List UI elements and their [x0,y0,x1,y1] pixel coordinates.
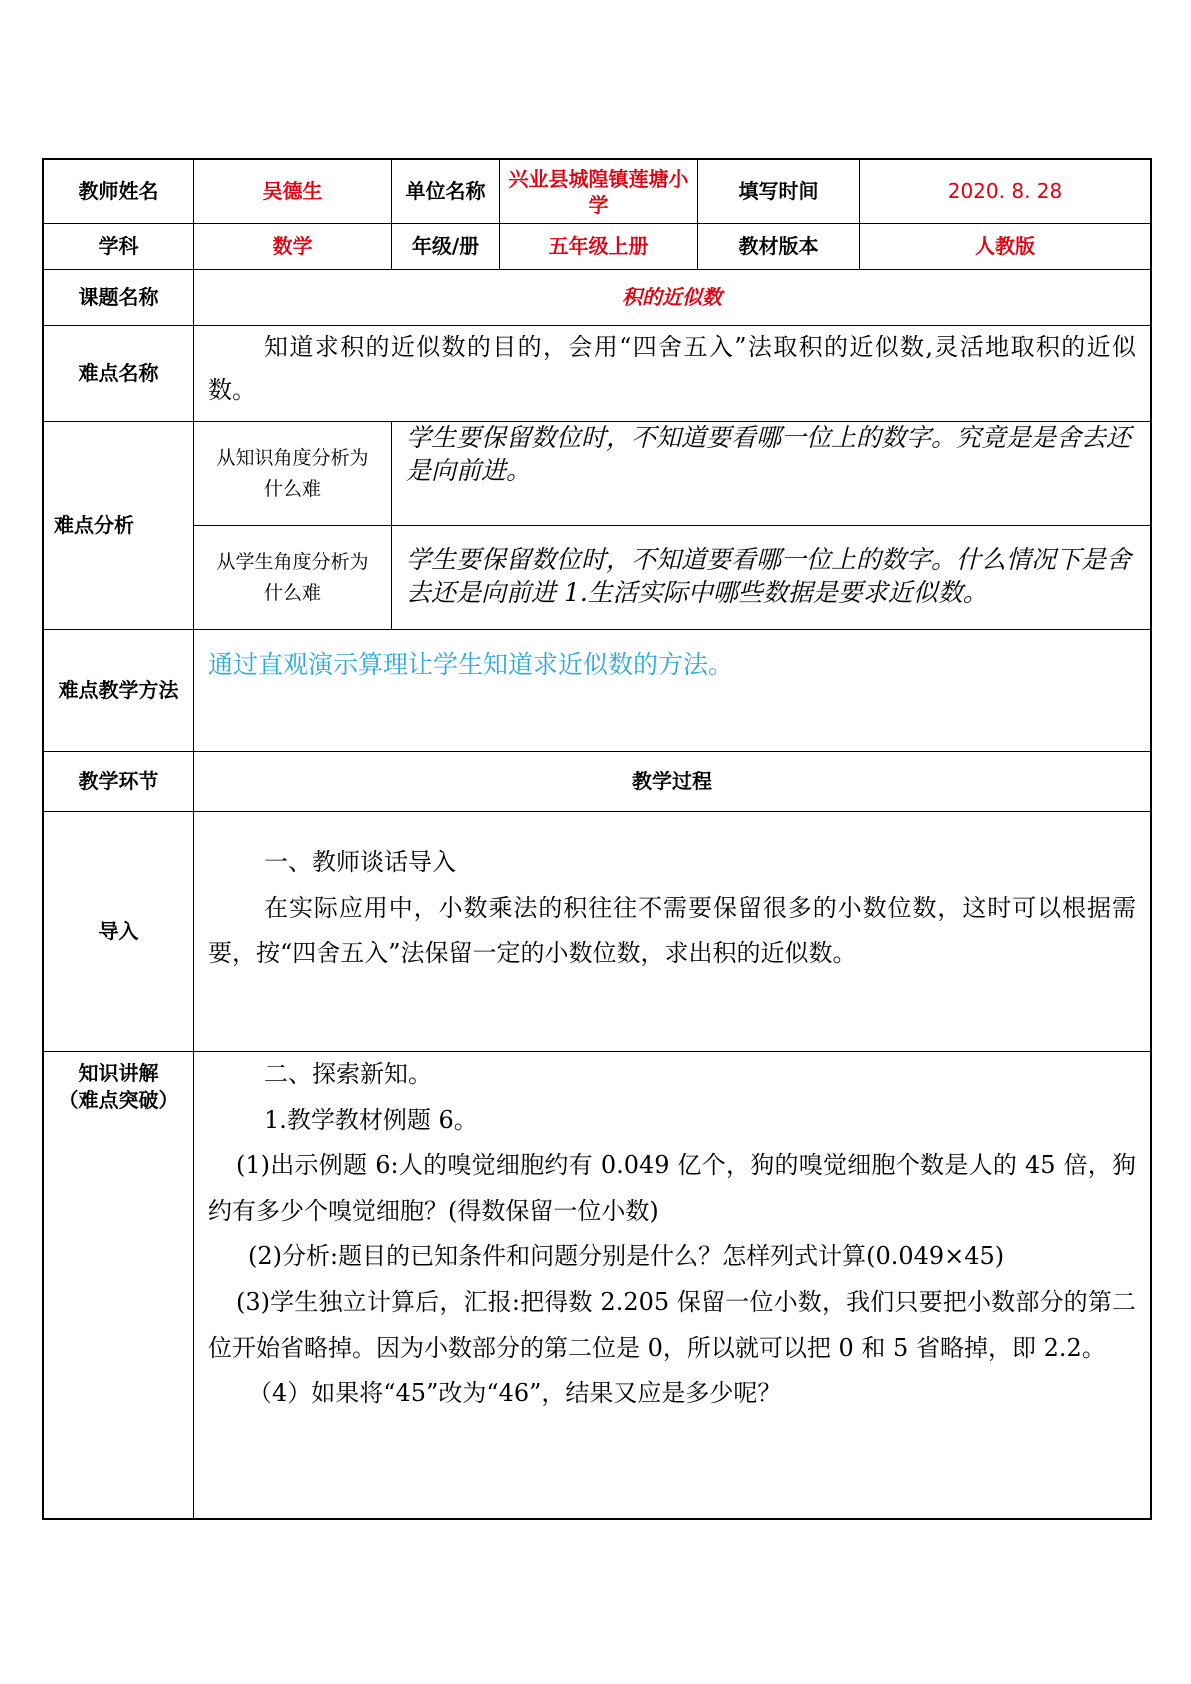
intro-cell [194,812,1150,1052]
fill-time-value: 2020. 8. 28 [860,160,1150,224]
lesson-plan-table [42,158,1152,1520]
topic-value: 积的近似数 [194,270,1150,326]
teaching-method-label: 难点教学方法 [44,630,194,752]
teaching-stage-header: 教学环节 [44,752,194,812]
knowledge-explain-label-line1: 知识讲解 [78,1061,159,1085]
grade-label: 年级/册 [392,224,500,270]
knowledge-step-4: (3)学生独立计算后，汇报:把得数 2.205 保留一位小数，我们只要把小数部分的第二位开始省略掉。因为小数部分的第二位是 0，所以就可以把 0 和 5 省略掉，即 2.2。 [208,1287,1136,1362]
topic-label: 课题名称 [44,270,194,326]
intro-label: 导入 [44,812,194,1052]
knowledge-explain-label [44,1052,194,1520]
knowledge-step-2: (1)出示例题 6:人的嗅觉细胞约有 0.049 亿个，狗的嗅觉细胞个数是人的 45 倍，狗约有多少个嗅觉细胞？(得数保留一位小数) [208,1151,1136,1225]
edition-value: 人教版 [860,224,1150,270]
difficulty-name-label: 难点名称 [44,326,194,422]
teaching-method-text: 通过直观演示算理让学生知道求近似数的方法。 [208,650,734,679]
teacher-name-value: 吴德生 [194,160,392,224]
grade-value: 五年级上册 [500,224,698,270]
unit-name-value: 兴业县城隍镇莲塘小学 [500,160,698,224]
knowledge-step-3: (2)分析:题目的已知条件和问题分别是什么？怎样列式计算(0.049×45) [248,1242,1005,1271]
intro-title: 一、教师谈话导入 [264,848,456,876]
intro-paragraph: 在实际应用中，小数乘法的积往往不需要保留很多的小数位数，这时可以根据需要，按“四舍五入”法保留一定的小数位数，求出积的近似数。 [208,893,1136,968]
knowledge-explain-label-line2: （难点突破） [58,1088,179,1112]
subject-value: 数学 [194,224,392,270]
teaching-process-header: 教学过程 [194,752,1150,812]
difficulty-name-cell [194,326,1150,422]
knowledge-title: 二、探索新知。 [264,1060,432,1088]
knowledge-angle-text: 学生要保留数位时，不知道要看哪一位上的数字。究竟是是舍去还是向前进。 [406,423,1132,485]
student-angle-label: 从学生角度分析为什么难 [194,526,392,630]
knowledge-angle-cell [392,422,1150,526]
unit-name-label: 单位名称 [392,160,500,224]
fill-time-label: 填写时间 [698,160,860,224]
knowledge-step-1: 1.教学教材例题 6。 [264,1105,478,1134]
student-angle-text: 学生要保留数位时，不知道要看哪一位上的数字。什么情况下是舍去还是向前进 1.生活实际中哪些数据是要求近似数。 [406,545,1132,607]
subject-label: 学科 [44,224,194,270]
knowledge-explain-cell [194,1052,1150,1520]
student-angle-cell [392,526,1150,630]
difficulty-analysis-label: 难点分析 [44,422,194,630]
difficulty-name-text: 知道求积的近似数的目的，会用“四舍五入”法取积的近似数,灵活地取积的近似数。 [208,333,1136,405]
teaching-method-cell [194,630,1150,752]
knowledge-angle-label: 从知识角度分析为什么难 [194,422,392,526]
edition-label: 教材版本 [698,224,860,270]
teacher-name-label: 教师姓名 [44,160,194,224]
knowledge-step-5: （4）如果将“45”改为“46”，结果又应是多少呢？ [248,1379,782,1408]
